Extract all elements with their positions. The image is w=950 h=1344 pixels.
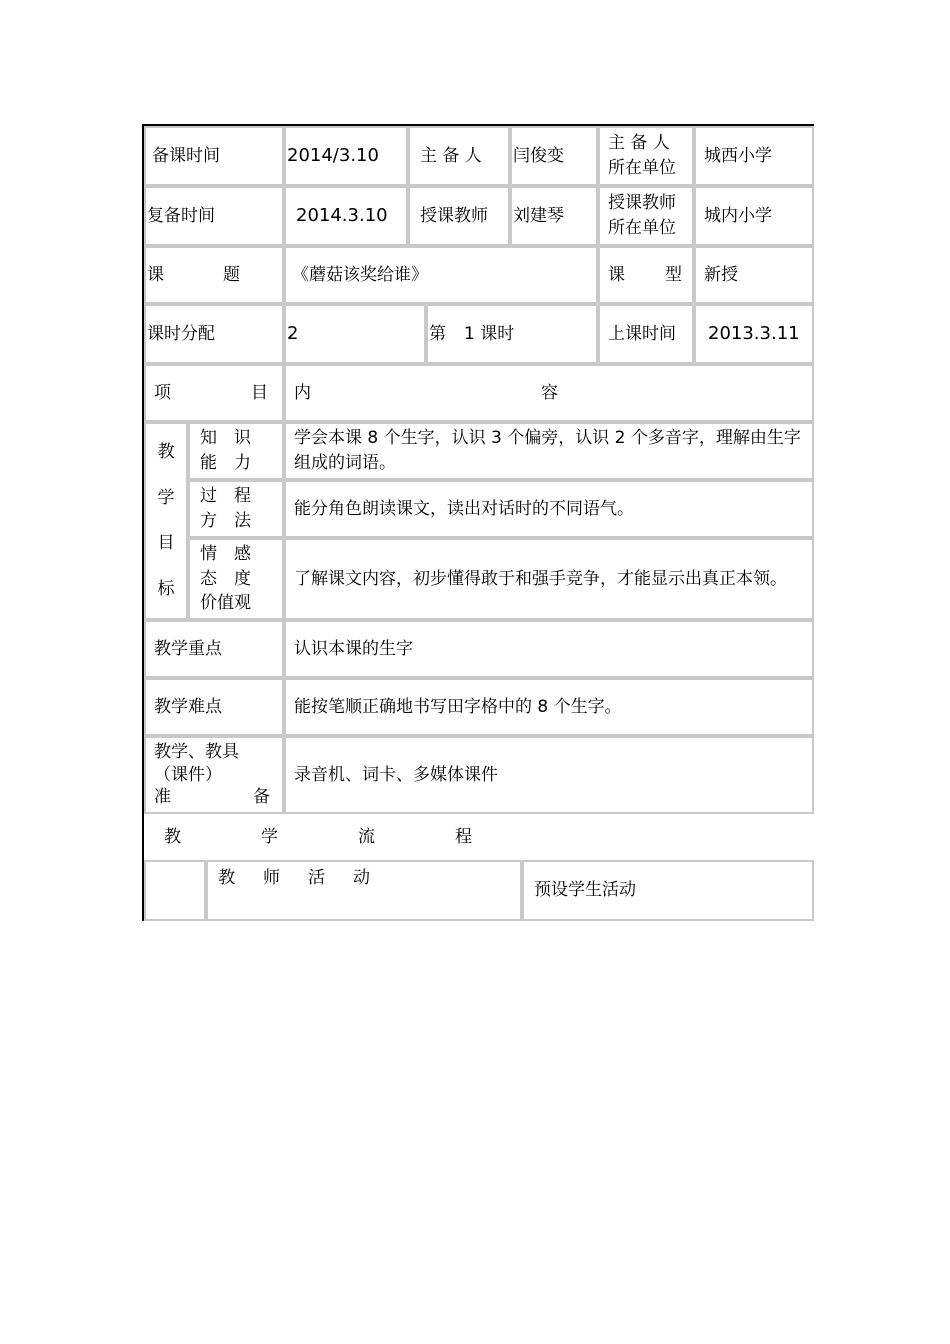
goal-process-label: 过 程 方 法 (188, 480, 284, 538)
lead-unit-label: 主 备 人 所在单位 (598, 126, 694, 186)
class-time-value: 2013.3.11 (694, 304, 814, 364)
lesson-plan-table (142, 124, 814, 921)
teaching-goals-label: 教 学 目 标 (144, 422, 188, 620)
tools-text: 录音机、词卡、多媒体课件 (284, 736, 814, 814)
class-time-label: 上课时间 (598, 304, 694, 364)
topic-label: 课 题 (144, 246, 284, 304)
student-activity-header: 预设学生活动 (522, 860, 814, 921)
lead-preparer-label: 主 备 人 (408, 126, 510, 186)
goal-emotion-label: 情 感 态 度 价值观 (188, 538, 284, 620)
goal-knowledge-label: 知 识 能 力 (188, 422, 284, 480)
teacher-unit-value: 城内小学 (694, 186, 814, 246)
topic-value: 《蘑菇该奖给谁》 (284, 246, 598, 304)
review-time-label: 复备时间 (144, 186, 284, 246)
tools-label: 教学、教具 （课件） 准 备 (144, 736, 284, 814)
teaching-flow-heading: 教 学 流 程 (144, 814, 814, 860)
goal-process-text: 能分角色朗读课文，读出对话时的不同语气。 (284, 480, 814, 538)
key-point-text: 认识本课的生字 (284, 620, 814, 678)
prep-time-value: 2014/3.10 (284, 126, 408, 186)
lead-preparer-value: 闫俊变 (510, 126, 598, 186)
prep-time-label: 备课时间 (144, 126, 284, 186)
period-value: 2 (284, 304, 426, 364)
item-header: 项 目 (144, 364, 284, 422)
difficulty-label: 教学难点 (144, 678, 284, 736)
teacher-label: 授课教师 (408, 186, 510, 246)
key-point-label: 教学重点 (144, 620, 284, 678)
type-label: 课 型 (598, 246, 694, 304)
period-label: 课时分配 (144, 304, 284, 364)
difficulty-text: 能按笔顺正确地书写田字格中的 8 个生字。 (284, 678, 814, 736)
review-time-value: 2014.3.10 (284, 186, 408, 246)
lead-unit-value: 城西小学 (694, 126, 814, 186)
goal-knowledge-text: 学会本课 8 个生字，认识 3 个偏旁，认识 2 个多音字，理解由生字组成的词语。 (284, 422, 814, 480)
goal-emotion-text: 了解课文内容，初步懂得敢于和强手竞争，才能显示出真正本领。 (284, 538, 814, 620)
type-value: 新授 (694, 246, 814, 304)
teacher-value: 刘建琴 (510, 186, 598, 246)
teacher-activity-header: 教 师 活 动 (206, 860, 522, 921)
content-header: 内 容 (284, 364, 814, 422)
teacher-unit-label: 授课教师 所在单位 (598, 186, 694, 246)
period-index: 第 1 课时 (426, 304, 598, 364)
activity-blank-cell (144, 860, 206, 921)
